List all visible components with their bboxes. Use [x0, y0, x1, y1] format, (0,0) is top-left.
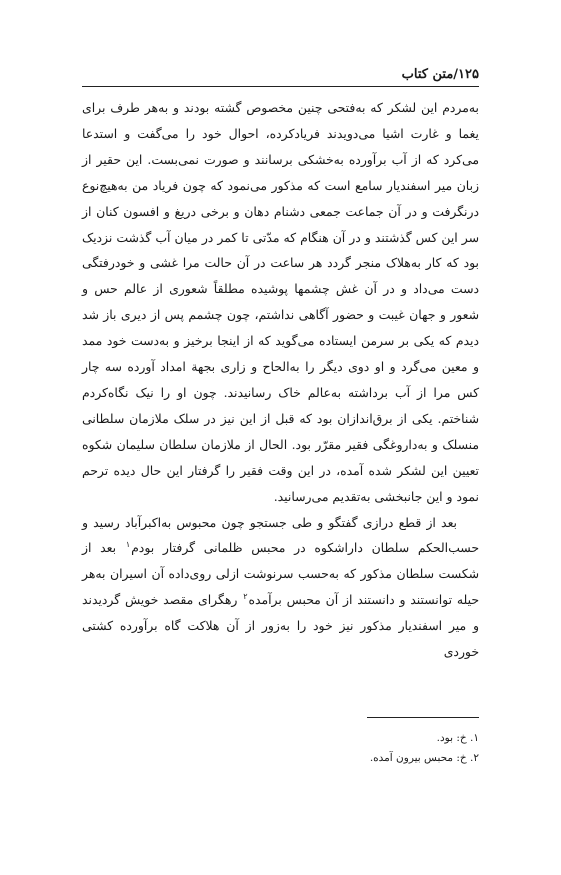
body-text	[82, 95, 479, 665]
paragraph-2-part-b: بعد از شکست سلطان مذکور که به‌حسب سرنوشت ازلی روی‌داده آن اسیران به‌هر حیله توانستند و دانستند از آن محبس برآمده	[82, 540, 479, 608]
paragraph-2-part-c: رهگرای مقصد خویش گردیدند و میر اسفندیار مذکور نیز خود را به‌زور از آن هلاکت گاه برآورده کشتی خوردی	[82, 592, 479, 660]
running-head: ۱۲۵/متن کتاب	[401, 67, 479, 82]
footnote-1: ۱. خ: بود.	[436, 732, 479, 744]
footnote-divider	[367, 717, 479, 718]
paragraph-2-part-a: بعد از قطع درازی گفتگو و طی جستجو چون محبوس به‌اکبرآباد رسید و حسب‌الحکم سلطان داراشکوه در محبس ظلمانی گرفتار بودم	[82, 514, 480, 556]
paragraph-1: به‌مردم این لشکر که به‌فتحی چنین مخصوص گشته بودند و به‌هر طرف برای یغما و غارت اشیا می‌دویدند فریادکرده، احوال خود را می‌گفت و استدعا می‌کرد که از آب برآورده به‌خشکی برسانند و صورت نمی‌بست. این حقیر از زبان میر اسفندیار سامع است که مذکور می‌نمود که چون فریاد من به‌هیچ‌نوع درنگرفت و در آن جماعت جمعی دشنام دهان و برخی دریغ و افسون کنان از سر این کس گذشتند و در آن هنگام که مدّتی تا کمر در میان آب گذشت نزدیک بود که کار به‌هلاک منجر گردد هر ساعت در آن حالت مرا غشی و خودرفتگی دست می‌داد و در آن غش چشمها پوشیده مطلقاً شعوری از عالم حس و شعور و جهان غیبت و حضور آگاهی نداشتم، چون چشمم پس از دیری باز شد دیدم که یکی بر سرمن ایستاده می‌گوید که از اینجا برخیز و به‌دست خود ممد و معین می‌گرد و او دوی دیگر را به‌الحاح و زاری بجهة امداد آورده سه چار کس مرا از آب برداشته به‌عالم خاک رسانیدند. چون او را نیک نگاه‌کردم شناختم. یکی از برق‌اندازان بود که قبل از این نیز در سلک ملازمان سلطانی منسلک و به‌داروغگی فقیر مقرّر بود. الحال از ملازمان سلطان سلیمان شکوه تعیین این لشکر شده آمده، در این وقت فقیر را گرفتار این حال دیده ترحم نمود و این جانبخشی به‌تقدیم می‌رسانید.	[82, 100, 479, 504]
paragraph-2	[82, 510, 479, 665]
page-header	[82, 60, 479, 87]
footnote-2: ۲. خ: محبس بیرون آمده.	[369, 752, 479, 764]
footnote-ref-2: ۲	[243, 592, 248, 602]
footnote-ref-1: ۱	[125, 540, 131, 550]
footnotes	[82, 728, 479, 768]
